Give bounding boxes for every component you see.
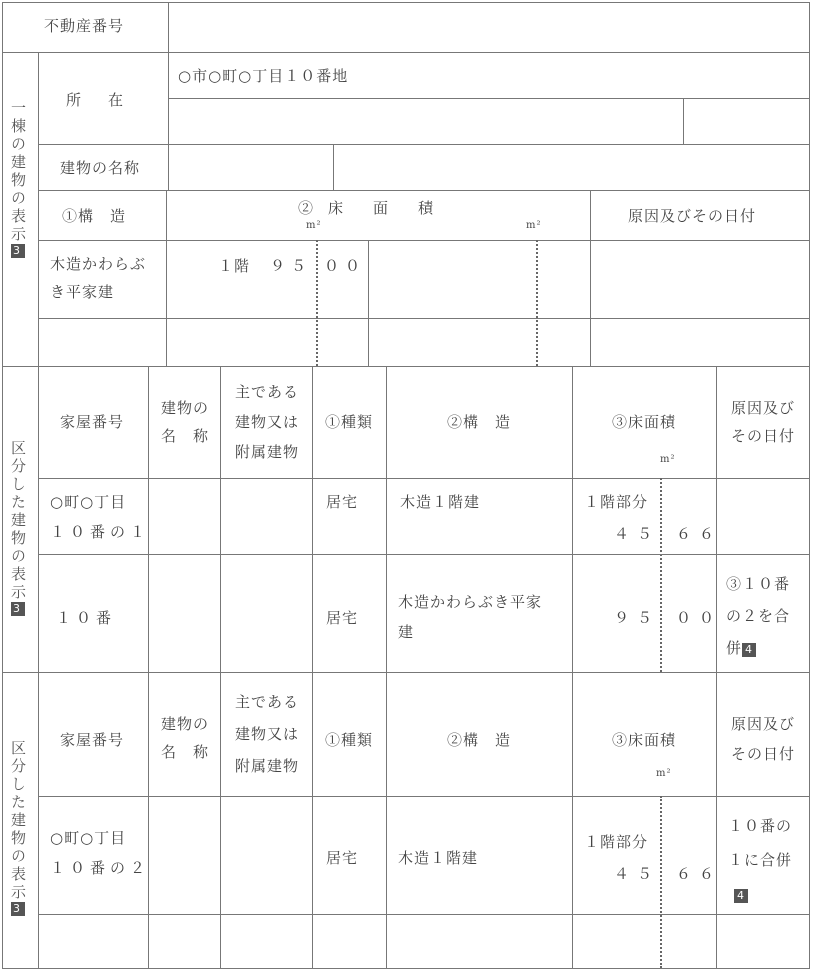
area-integer: ４５ bbox=[614, 865, 661, 883]
line bbox=[148, 672, 149, 968]
house-number: １０番の１ bbox=[50, 523, 151, 541]
line bbox=[2, 52, 810, 53]
kind-header: ①種類 bbox=[324, 731, 373, 749]
line bbox=[38, 672, 39, 968]
line bbox=[2, 366, 810, 367]
area-unit: m² bbox=[660, 454, 676, 465]
house-number: １０番 bbox=[56, 609, 117, 627]
house-number: ○町○丁目 bbox=[50, 829, 127, 847]
line bbox=[2, 672, 810, 673]
cause-value: １０番の bbox=[728, 817, 793, 835]
line bbox=[2, 2, 810, 3]
line bbox=[166, 190, 167, 366]
cause-header: 原因及び bbox=[730, 399, 795, 417]
real-estate-number-label: 不動産番号 bbox=[44, 17, 125, 35]
structure-value: 木造かわらぶき平家 bbox=[398, 593, 543, 611]
structure-value: 木造１階建 bbox=[400, 493, 481, 511]
area-integer: ９５ bbox=[270, 257, 313, 275]
area-header: ③床面積 bbox=[611, 413, 676, 431]
main-header: 主である bbox=[234, 693, 299, 711]
line bbox=[220, 672, 221, 968]
name-header: 建物の bbox=[160, 715, 209, 733]
area-unit: m² bbox=[526, 220, 542, 231]
area-label: １階部分 bbox=[584, 833, 649, 851]
structure-line: き平家建 bbox=[50, 283, 115, 301]
building-side-label: 一棟の建物の表示3 bbox=[9, 100, 27, 257]
area-decimal: ６６ bbox=[676, 865, 723, 883]
line bbox=[38, 240, 810, 241]
section1-side-label: 区分した建物の表示3 bbox=[9, 440, 27, 615]
structure-value: 建 bbox=[398, 623, 415, 641]
line bbox=[590, 190, 591, 366]
cause-badge: 4 bbox=[742, 643, 756, 657]
line bbox=[809, 2, 810, 968]
main-header: 主である bbox=[234, 383, 299, 401]
name-header: 名 称 bbox=[160, 427, 209, 445]
cause-value: １に合併 bbox=[728, 851, 793, 869]
area-floor: １階 bbox=[218, 257, 251, 275]
line bbox=[168, 52, 169, 190]
area-unit: m² bbox=[306, 220, 322, 231]
structure-header: ②構 造 bbox=[446, 413, 511, 431]
line bbox=[38, 144, 810, 145]
cause-value: ③１０番 bbox=[726, 575, 791, 593]
line bbox=[168, 98, 810, 99]
house-number-header: 家屋番号 bbox=[60, 731, 125, 749]
cause-header: その日付 bbox=[730, 427, 795, 445]
section-badge: 3 bbox=[13, 244, 23, 257]
area-integer: ９５ bbox=[614, 609, 661, 627]
line bbox=[38, 554, 810, 555]
line bbox=[312, 672, 313, 968]
line bbox=[38, 914, 810, 915]
decimal-divider bbox=[316, 240, 318, 366]
area-decimal: ００ bbox=[324, 257, 367, 275]
cause-value bbox=[734, 882, 748, 906]
area-label: １階部分 bbox=[584, 493, 649, 511]
main-header: 附属建物 bbox=[234, 757, 299, 775]
line bbox=[333, 144, 334, 190]
line bbox=[2, 2, 3, 968]
cause-value: の２を合 bbox=[726, 607, 791, 625]
structure-header: ②構 造 bbox=[446, 731, 511, 749]
decimal-divider bbox=[660, 478, 662, 672]
area-header: ③床面積 bbox=[611, 731, 676, 749]
structure-line: 木造かわらぶ bbox=[50, 255, 147, 273]
main-header: 建物又は bbox=[234, 725, 299, 743]
location-value: ○市○町○丁目１０番地 bbox=[178, 67, 349, 85]
line bbox=[148, 366, 149, 672]
decimal-divider bbox=[660, 796, 662, 968]
cause-value: 併 4 bbox=[726, 636, 756, 660]
name-header: 名 称 bbox=[160, 743, 209, 761]
kind-value: 居宅 bbox=[326, 493, 359, 511]
cause-badge: 4 bbox=[734, 889, 748, 903]
cause-header: 原因及びその日付 bbox=[628, 207, 757, 225]
line bbox=[38, 366, 39, 672]
location-label: 所 在 bbox=[66, 91, 130, 109]
line bbox=[220, 366, 221, 672]
cause-header: 原因及び bbox=[730, 715, 795, 733]
line bbox=[38, 478, 810, 479]
cause-header: その日付 bbox=[730, 745, 795, 763]
building-name-label: 建物の名称 bbox=[60, 159, 141, 177]
kind-value: 居宅 bbox=[326, 609, 359, 627]
section-badge: 3 bbox=[13, 602, 23, 615]
area-integer: ４５ bbox=[614, 525, 661, 543]
house-number: １０番の２ bbox=[50, 859, 151, 877]
main-header: 建物又は bbox=[234, 413, 299, 431]
name-header: 建物の bbox=[160, 399, 209, 417]
main-header: 附属建物 bbox=[234, 443, 299, 461]
area-unit: m² bbox=[656, 768, 672, 779]
house-number-header: 家屋番号 bbox=[60, 413, 125, 431]
line bbox=[683, 98, 684, 144]
decimal-divider bbox=[536, 240, 538, 366]
area-decimal: ００ bbox=[676, 609, 723, 627]
section2-side-label: 区分した建物の表示3 bbox=[9, 740, 27, 915]
line bbox=[386, 672, 387, 968]
kind-header: ①種類 bbox=[324, 413, 373, 431]
floor-area-header: ② 床 面 積 bbox=[298, 199, 434, 217]
line bbox=[2, 968, 810, 969]
section-badge: 3 bbox=[13, 902, 23, 915]
line bbox=[368, 240, 369, 366]
area-decimal: ６６ bbox=[676, 525, 723, 543]
line bbox=[572, 672, 573, 968]
structure-header: ①構 造 bbox=[62, 207, 127, 225]
kind-value: 居宅 bbox=[326, 849, 359, 867]
structure-value: 木造１階建 bbox=[398, 849, 479, 867]
line bbox=[38, 190, 810, 191]
line bbox=[38, 318, 810, 319]
house-number: ○町○丁目 bbox=[50, 493, 127, 511]
line bbox=[38, 796, 810, 797]
line bbox=[168, 2, 169, 52]
